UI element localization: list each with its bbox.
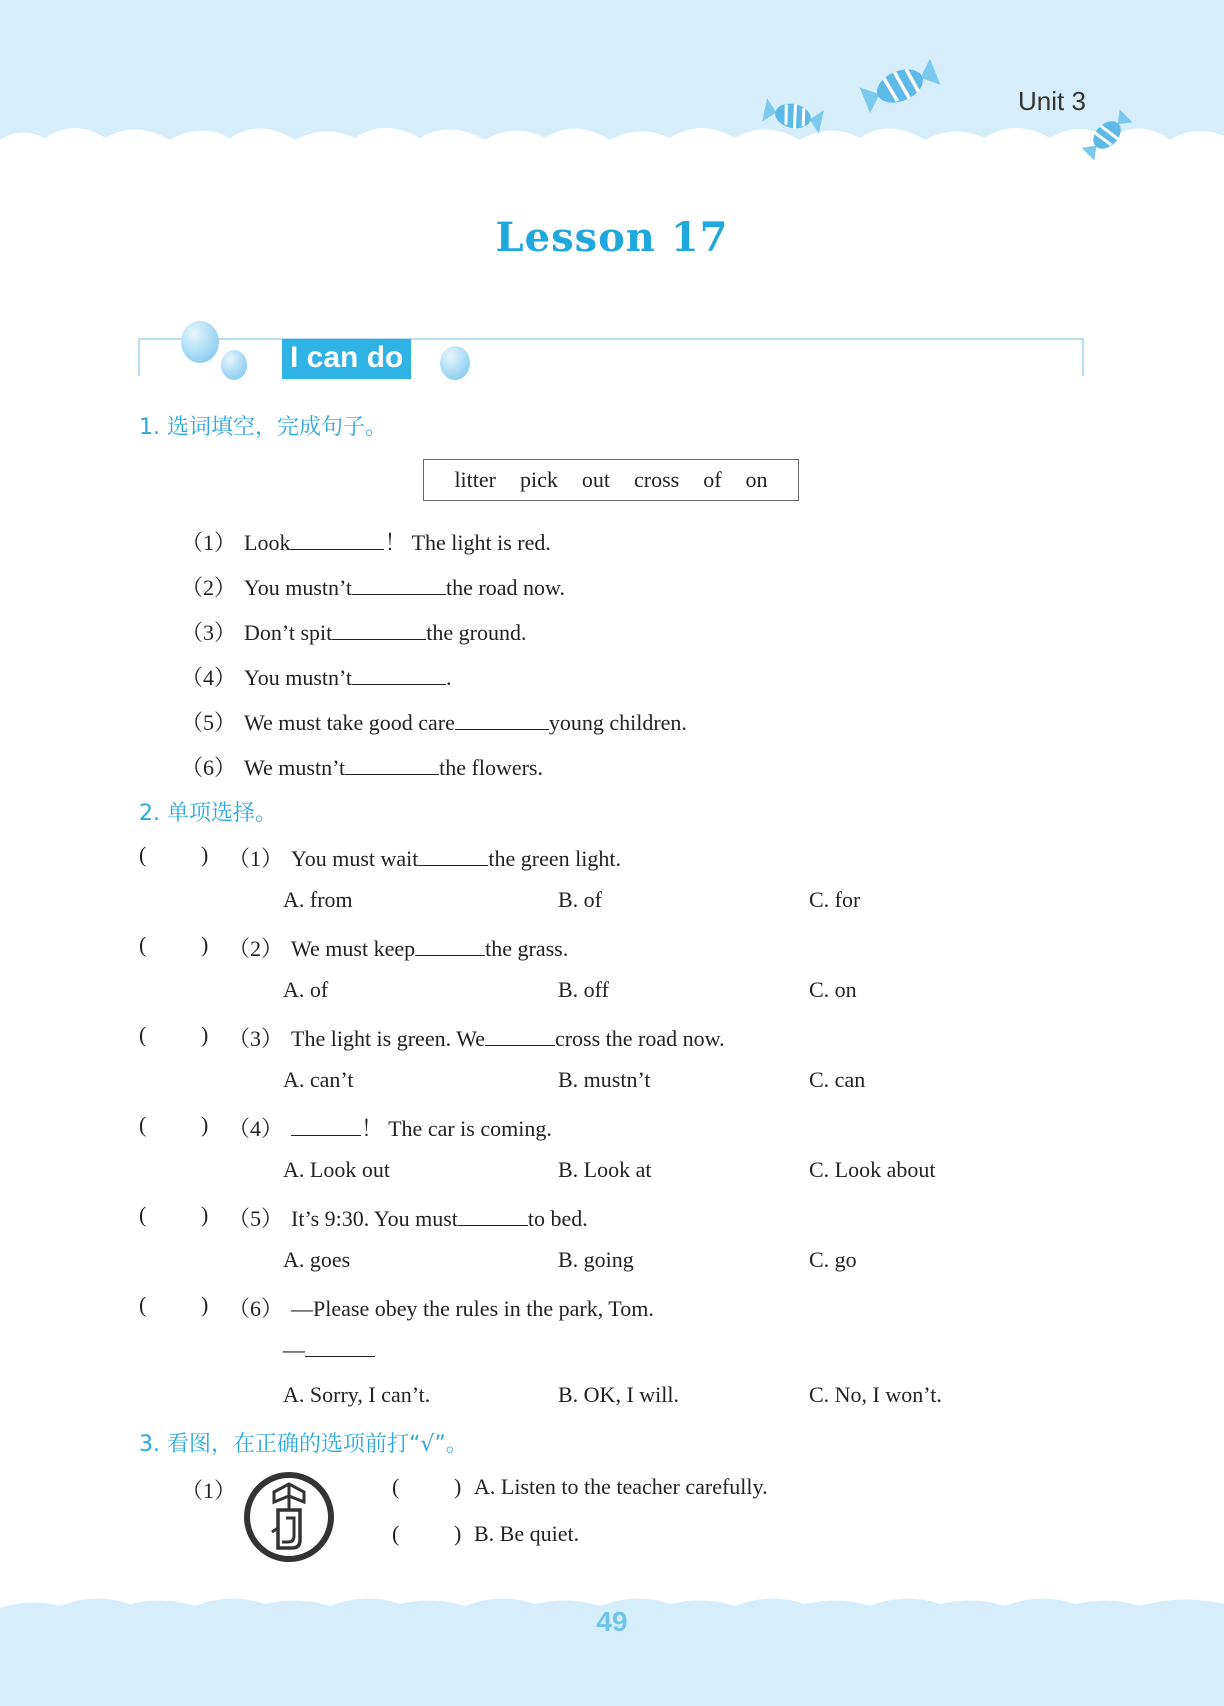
word-box-item: of xyxy=(703,467,722,492)
paren-right: ) xyxy=(201,1022,209,1047)
exercise2-heading: 2. 单项选择。 xyxy=(139,801,277,826)
item-text-before: Look xyxy=(244,530,291,555)
question-item xyxy=(228,932,568,963)
question-text-after: ！ The car is coming. xyxy=(361,1116,552,1141)
item-number: （3） xyxy=(228,1026,284,1051)
paren-right: ) xyxy=(201,1202,209,1227)
paren-left: ( xyxy=(139,932,147,957)
question-item xyxy=(228,1292,654,1323)
question-text-before: We must keep xyxy=(291,936,416,961)
option-b[interactable]: B. OK, I will. xyxy=(558,1382,679,1407)
paren-left: ( xyxy=(392,1474,400,1499)
paren-right: ) xyxy=(454,1474,462,1499)
unit-label: Unit 3 xyxy=(1018,86,1086,116)
option-b[interactable]: B. going xyxy=(558,1247,634,1272)
lesson-title: Lesson 17 xyxy=(495,214,729,261)
question-text-before: You must wait xyxy=(291,846,419,871)
item-text-before: We must take good care xyxy=(244,710,455,735)
question-text-after: to bed. xyxy=(527,1206,588,1231)
paren-right: ) xyxy=(454,1521,462,1546)
option-c[interactable]: C. go xyxy=(809,1247,857,1272)
item-text-after: the flowers. xyxy=(439,755,543,780)
item-text-before: We mustn’t xyxy=(244,755,346,780)
fill-in-item xyxy=(181,526,551,557)
option-b[interactable]: B. Look at xyxy=(558,1157,652,1182)
question-item xyxy=(228,842,621,873)
answer-parentheses[interactable] xyxy=(139,842,209,868)
item-number: （5） xyxy=(181,710,237,735)
answer-blank xyxy=(458,1207,528,1226)
candy-icon xyxy=(1078,106,1136,164)
answer-parentheses[interactable] xyxy=(392,1474,462,1500)
answer-blank[interactable] xyxy=(345,756,439,775)
option-a[interactable]: A. of xyxy=(283,977,329,1002)
candy-icon xyxy=(858,58,942,114)
paren-right: ) xyxy=(201,932,209,957)
question-text-before: —Please obey the rules in the park, Tom. xyxy=(291,1296,654,1321)
answer-parentheses[interactable] xyxy=(392,1521,462,1547)
section-label-i-can-do: I can do xyxy=(282,339,411,379)
paren-left: ( xyxy=(139,1292,147,1317)
paren-right: ) xyxy=(201,1292,209,1317)
question-item xyxy=(228,1202,588,1233)
answer-parentheses[interactable] xyxy=(139,1112,209,1138)
option-b[interactable]: B. off xyxy=(558,977,609,1002)
answer-blank[interactable] xyxy=(332,621,426,640)
answer-blank xyxy=(485,1027,555,1046)
item-number: （1） xyxy=(181,530,237,555)
answer-blank[interactable] xyxy=(352,666,446,685)
paren-right: ) xyxy=(201,842,209,867)
fill-in-item xyxy=(181,661,452,692)
item-number: （5） xyxy=(228,1206,284,1231)
word-box-item: pick xyxy=(519,467,558,492)
item-text-before: Don’t spit xyxy=(244,620,333,645)
exercise1-heading: 1. 选词填空，完成句子。 xyxy=(139,415,387,440)
paren-left: ( xyxy=(139,1202,147,1227)
answer-blank[interactable] xyxy=(455,711,549,730)
fill-in-item xyxy=(181,751,543,782)
answer-blank[interactable] xyxy=(352,576,446,595)
question-item xyxy=(228,1022,725,1053)
option-b[interactable]: B. of xyxy=(558,887,602,912)
answer-blank xyxy=(305,1338,375,1357)
answer-blank[interactable] xyxy=(290,531,384,550)
answer-blank xyxy=(415,937,485,956)
paren-right: ) xyxy=(201,1112,209,1137)
question-text-before: The light is green. We xyxy=(291,1026,485,1051)
option-a[interactable]: A. Sorry, I can’t. xyxy=(283,1382,431,1407)
item-text-after: young children. xyxy=(548,710,687,735)
item-text-after: the road now. xyxy=(446,575,565,600)
option-c[interactable]: C. can xyxy=(809,1067,866,1092)
question-text-after: cross the road now. xyxy=(554,1026,725,1051)
option-a[interactable]: A. can’t xyxy=(283,1067,354,1092)
header-wave-band xyxy=(0,0,1224,170)
question-text-after: the green light. xyxy=(488,846,621,871)
item-number: （4） xyxy=(228,1116,284,1141)
item-number: （2） xyxy=(181,575,237,600)
word-box xyxy=(423,459,799,501)
option-b[interactable]: B. Be quiet. xyxy=(474,1521,580,1546)
exercise3-heading: 3. 看图，在正确的选项前打“√”。 xyxy=(139,1432,468,1457)
dialogue-dash: — xyxy=(283,1337,305,1362)
answer-blank xyxy=(418,847,488,866)
fill-in-item xyxy=(181,571,565,602)
item-text-after: . xyxy=(446,665,452,690)
word-box-item: out xyxy=(581,467,610,492)
item-number: （1） xyxy=(181,1478,237,1503)
answer-parentheses[interactable] xyxy=(139,1292,209,1318)
paren-left: ( xyxy=(139,842,147,867)
option-a[interactable]: A. goes xyxy=(283,1247,351,1272)
item-text-after: ！ The light is red. xyxy=(384,530,551,555)
fill-in-item xyxy=(181,616,526,647)
paren-left: ( xyxy=(139,1022,147,1047)
paren-left: ( xyxy=(139,1112,147,1137)
word-box-item: litter xyxy=(454,467,496,492)
question-text-before: It’s 9:30. You must xyxy=(291,1206,458,1231)
answer-parentheses[interactable] xyxy=(139,1022,209,1048)
item-text-before: You mustn’t xyxy=(244,665,353,690)
option-b[interactable]: B. mustn’t xyxy=(558,1067,651,1092)
question-item xyxy=(228,1112,552,1143)
item-text-before: You mustn’t xyxy=(244,575,353,600)
option-c[interactable]: C. on xyxy=(809,977,857,1002)
option-a[interactable]: A. Look out xyxy=(283,1157,390,1182)
item-number: （4） xyxy=(181,665,237,690)
paren-left: ( xyxy=(392,1521,400,1546)
option-c[interactable]: C. Look about xyxy=(809,1157,936,1182)
item-number: （6） xyxy=(228,1296,284,1321)
quiet-sign-icon xyxy=(242,1470,336,1564)
word-box-item: on xyxy=(745,467,768,492)
candy-icon xyxy=(760,96,826,136)
item-number: （6） xyxy=(181,755,237,780)
dialogue-response xyxy=(283,1337,375,1363)
page-number: 49 xyxy=(596,1606,628,1637)
item-number: （3） xyxy=(181,620,237,645)
answer-parentheses[interactable] xyxy=(139,932,209,958)
item-number: （2） xyxy=(228,936,284,961)
answer-parentheses[interactable] xyxy=(139,1202,209,1228)
answer-blank xyxy=(291,1117,361,1136)
word-box-item: cross xyxy=(634,467,680,492)
option-a[interactable]: A. from xyxy=(283,887,353,912)
option-c[interactable]: C. for xyxy=(809,887,861,912)
fill-in-item xyxy=(181,706,687,737)
item-text-after: the ground. xyxy=(426,620,527,645)
item-number: （1） xyxy=(228,846,284,871)
option-a[interactable]: A. Listen to the teacher carefully. xyxy=(474,1474,768,1499)
option-c[interactable]: C. No, I won’t. xyxy=(809,1382,942,1407)
question-text-after: the grass. xyxy=(485,936,569,961)
